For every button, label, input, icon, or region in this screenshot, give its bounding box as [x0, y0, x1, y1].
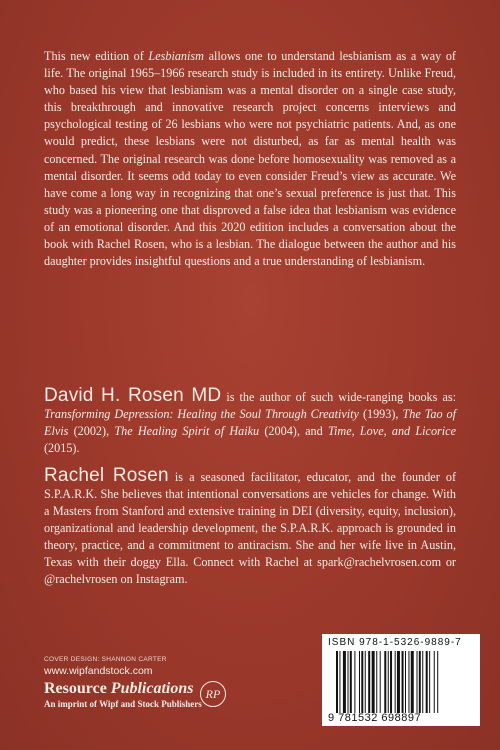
- cover-design-credit: COVER DESIGN: SHANNON CARTER: [44, 656, 167, 663]
- book-title: The Tao of Elvis: [44, 407, 456, 438]
- publisher-url: www.wipfandstock.com: [44, 665, 153, 677]
- book-title: Time, Love, and Licorice: [327, 424, 456, 438]
- blurb-text-body: allows one to understand lesbianism as a way of life. The original 1965–1966 research study is included in its entirety. Unlike Freud, who based his view that lesbianism was a mental disorder on a single case study, this breakthrough and innovative research project concerns interviews and psychological testing of 26 lesbians who were not psychiatric patients. And, as one would predict, these lesbians were not disturbed, as far as mental health was concerned. The original research was done before homosexuality was removed as a mental disorder. It seems odd today to even consider Freud’s view as accurate. We have come a long way in recognizing that one’s sexual preference is just that. This study was a pioneering one that disproved a false idea that lesbianism was evidence of an emotional disorder. And this 2020 edition includes a conversation about the book with Rachel Rosen, who is a lesbian. The dialogue between the author and his daughter provides insightful questions and a true understanding of lesbianism.: [44, 49, 456, 269]
- bio-text: (2015).: [44, 441, 80, 455]
- author-name-david: David H. Rosen MD: [44, 385, 222, 406]
- isbn-barcode: [322, 634, 480, 726]
- book-title: The Healing Spirit of Haiku: [114, 424, 260, 438]
- publisher-logo-icon: RP: [200, 681, 226, 707]
- author-name-rachel: Rachel Rosen: [44, 465, 169, 486]
- blurb-text-start: This new edition of: [44, 49, 149, 63]
- publisher-imprint: An imprint of Wipf and Stock Publishers: [44, 699, 202, 709]
- author-bio-david: [44, 387, 456, 457]
- book-title: Transforming Depression: Healing the Soul Through Creativity: [44, 407, 359, 421]
- publisher-name-b: Publications: [110, 680, 194, 697]
- author-bio-rachel: [44, 467, 456, 588]
- barcode-digits: 9 781532 698897: [328, 712, 422, 724]
- bio-text: (1993),: [358, 407, 403, 421]
- isbn-text: ISBN 978-1-5326-9889-7: [328, 637, 462, 648]
- blurb-paragraph: [44, 48, 456, 270]
- bio-text: is a seasoned facilitator, educator, and the founder of S.P.A.R.K. She believes that intentional conversations are vehicles for change. With a Masters from Stanford and extensive training in DEI (diversity, equity, inclusion), organizational and leadership development, the S.P.A.R.K. approach is grounded in theory, practice, and a commitment to antiracism. She and her wife live in Austin, Texas with their doggy Ella. Connect with Rachel at spark@rachelvrosen.com or @rachelvrosen on Instagram.: [44, 470, 456, 586]
- bio-text: is the author of such wide-ranging books as:: [221, 390, 456, 404]
- blurb-book-title: Lesbianism: [148, 49, 204, 63]
- bio-text: (2004), and: [259, 424, 328, 438]
- bio-text: (2002),: [68, 424, 115, 438]
- barcode-icon: [336, 651, 470, 713]
- publisher-name-a: Resource: [44, 680, 111, 697]
- publisher-name: [44, 680, 193, 698]
